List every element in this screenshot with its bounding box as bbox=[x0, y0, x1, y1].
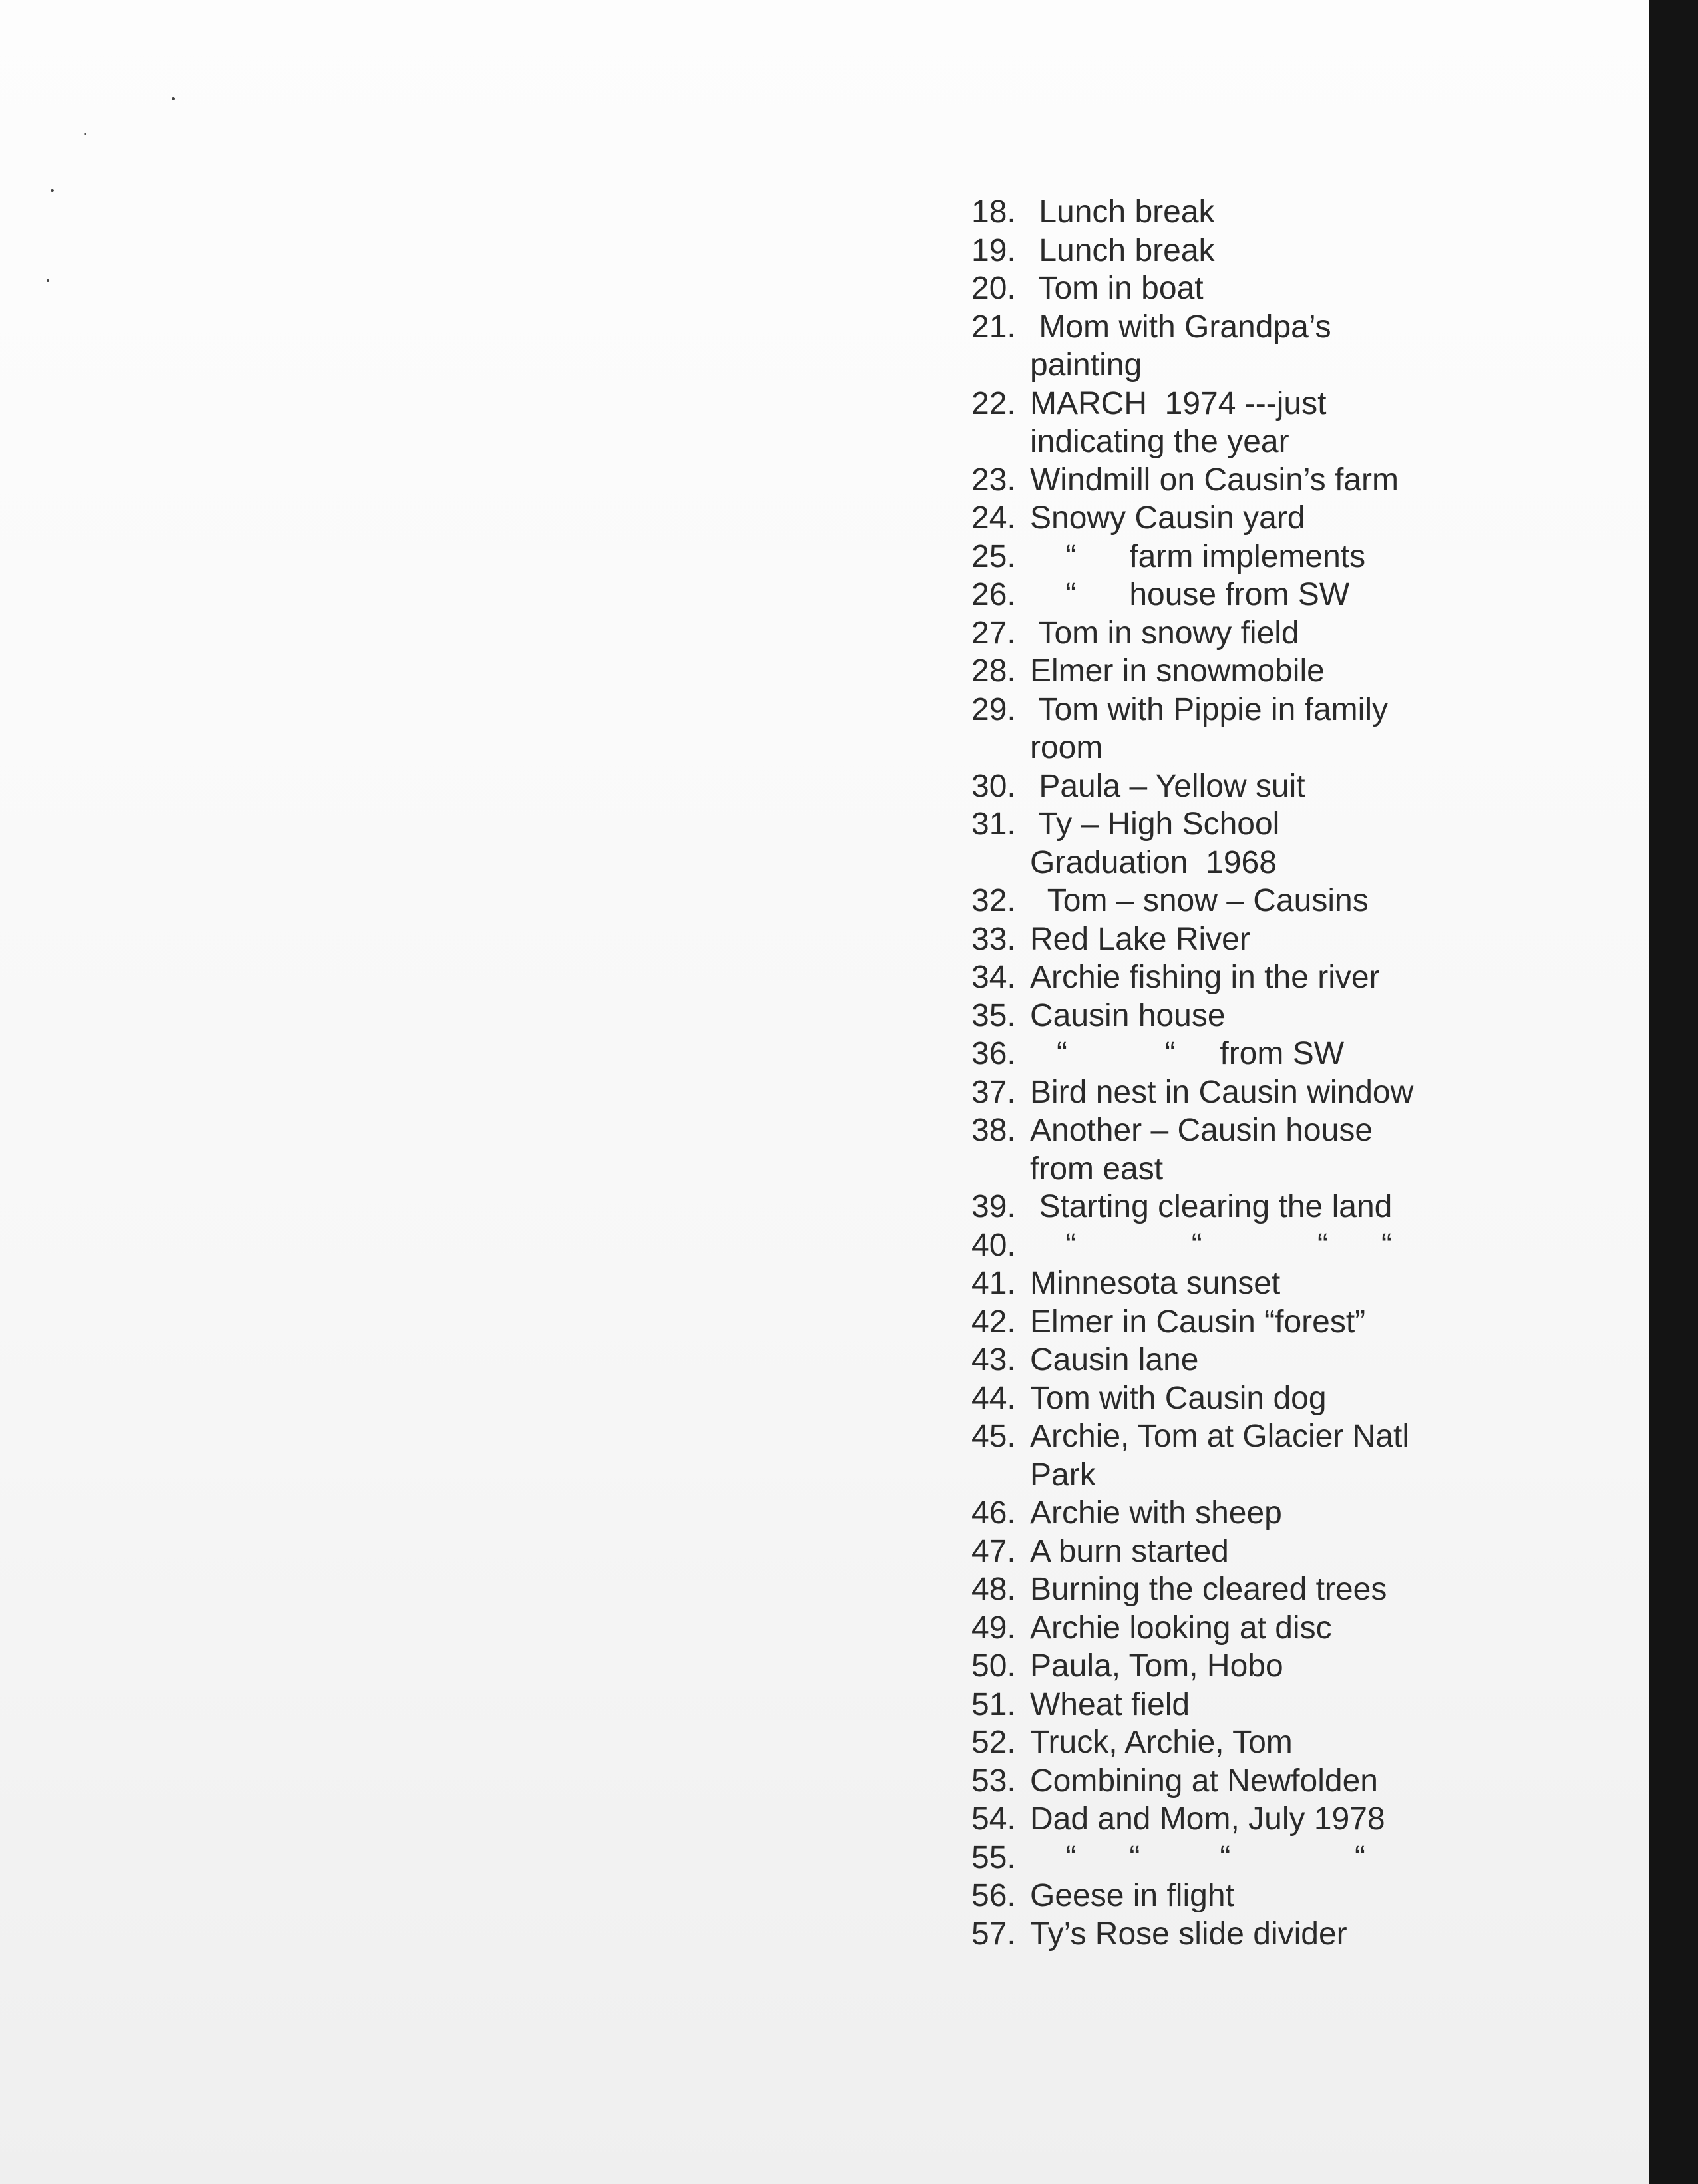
list-item bbox=[971, 308, 1610, 385]
item-number: 47. bbox=[971, 1533, 1016, 1569]
item-text-line: Lunch break bbox=[1030, 232, 1215, 268]
item-number: 48. bbox=[971, 1572, 1016, 1607]
list-item bbox=[971, 1494, 1610, 1533]
list-item bbox=[971, 1762, 1610, 1801]
item-number: 27. bbox=[971, 615, 1016, 651]
item-number: 31. bbox=[971, 807, 1016, 842]
item-number: 28. bbox=[971, 653, 1016, 689]
item-text-line: Snowy Causin yard bbox=[1030, 500, 1305, 536]
list-item bbox=[971, 538, 1610, 576]
item-number: 26. bbox=[971, 577, 1016, 612]
item-text bbox=[1030, 1341, 1199, 1379]
item-text-line: Windmill on Causin’s farm bbox=[1030, 462, 1399, 498]
list-item bbox=[971, 1264, 1610, 1303]
item-text bbox=[1030, 691, 1388, 767]
item-text bbox=[1030, 538, 1365, 576]
item-text-line: Wheat field bbox=[1030, 1686, 1190, 1722]
item-text-line: Archie, Tom at Glacier Natl bbox=[1030, 1419, 1409, 1454]
list-item bbox=[971, 652, 1610, 691]
item-text-line: Burning the cleared trees bbox=[1030, 1572, 1387, 1607]
item-text-line: Tom in boat bbox=[1030, 271, 1204, 306]
item-text bbox=[1030, 1533, 1229, 1571]
item-number: 23. bbox=[971, 462, 1016, 498]
item-text-line: Starting clearing the land bbox=[1030, 1189, 1393, 1224]
item-text bbox=[1030, 614, 1299, 653]
item-text-line: Mom with Grandpa’s bbox=[1030, 309, 1331, 345]
item-text bbox=[1030, 499, 1305, 538]
item-text-line: “ “ from SW bbox=[1030, 1036, 1345, 1071]
item-text-line: from east bbox=[1030, 1151, 1164, 1186]
item-number: 22. bbox=[971, 385, 1016, 421]
list-item bbox=[971, 1073, 1610, 1112]
item-text-line: “ house from SW bbox=[1030, 577, 1350, 612]
item-number: 39. bbox=[971, 1189, 1016, 1224]
scan-speck bbox=[172, 97, 175, 100]
item-text-line: room bbox=[1030, 730, 1103, 765]
item-text-line: Archie fishing in the river bbox=[1030, 960, 1380, 995]
item-text bbox=[1030, 997, 1226, 1035]
item-text-line: Tom with Causin dog bbox=[1030, 1380, 1327, 1416]
item-number: 55. bbox=[971, 1839, 1016, 1875]
list-item bbox=[971, 1188, 1610, 1226]
list-item bbox=[971, 1417, 1610, 1494]
item-number: 36. bbox=[971, 1036, 1016, 1071]
item-text bbox=[1030, 958, 1380, 997]
item-number: 35. bbox=[971, 998, 1016, 1033]
list-item bbox=[971, 614, 1610, 653]
list-item bbox=[971, 1915, 1610, 1954]
item-text-line: Red Lake River bbox=[1030, 921, 1250, 957]
list-item bbox=[971, 1877, 1610, 1915]
item-number: 56. bbox=[971, 1878, 1016, 1913]
item-text-line: Elmer in snowmobile bbox=[1030, 653, 1325, 689]
item-text-line: Elmer in Causin “forest” bbox=[1030, 1304, 1366, 1340]
list-item bbox=[971, 270, 1610, 308]
item-text bbox=[1030, 1494, 1282, 1533]
list-item bbox=[971, 691, 1610, 767]
item-text-line: Bird nest in Causin window bbox=[1030, 1074, 1414, 1110]
list-item bbox=[971, 1341, 1610, 1379]
item-text bbox=[1030, 767, 1305, 806]
item-text bbox=[1030, 232, 1215, 270]
list-item bbox=[971, 1533, 1610, 1571]
scan-speck bbox=[51, 189, 54, 192]
item-text bbox=[1030, 1417, 1409, 1494]
list-item bbox=[971, 958, 1610, 997]
item-number: 25. bbox=[971, 538, 1016, 574]
item-text-line: Tom in snowy field bbox=[1030, 615, 1299, 651]
item-number: 30. bbox=[971, 768, 1016, 804]
item-text bbox=[1030, 1762, 1378, 1801]
item-text-line: Another – Causin house bbox=[1030, 1113, 1373, 1148]
item-text-line: Tom – snow – Causins bbox=[1030, 883, 1369, 918]
list-item bbox=[971, 805, 1610, 882]
item-text bbox=[1030, 1570, 1387, 1609]
list-item bbox=[971, 1570, 1610, 1609]
item-text-line: Geese in flight bbox=[1030, 1878, 1234, 1913]
item-text-line: Truck, Archie, Tom bbox=[1030, 1725, 1293, 1760]
item-text bbox=[1030, 385, 1326, 461]
item-number: 45. bbox=[971, 1419, 1016, 1454]
item-number: 33. bbox=[971, 921, 1016, 957]
item-number: 32. bbox=[971, 883, 1016, 918]
item-text bbox=[1030, 1724, 1293, 1762]
item-text bbox=[1030, 576, 1349, 614]
item-number: 52. bbox=[971, 1725, 1016, 1760]
scan-speck bbox=[47, 279, 49, 282]
item-number: 51. bbox=[971, 1686, 1016, 1722]
item-number: 20. bbox=[971, 271, 1016, 306]
list-item bbox=[971, 1111, 1610, 1188]
item-text-line: “ “ “ “ bbox=[1030, 1839, 1366, 1875]
item-number: 46. bbox=[971, 1495, 1016, 1531]
item-text-line: Ty’s Rose slide divider bbox=[1030, 1916, 1347, 1952]
list-item bbox=[971, 1226, 1610, 1265]
item-text bbox=[1030, 308, 1331, 385]
item-number: 53. bbox=[971, 1763, 1016, 1799]
item-number: 42. bbox=[971, 1304, 1016, 1340]
item-text-line: Causin lane bbox=[1030, 1342, 1199, 1377]
item-text-line: Paula, Tom, Hobo bbox=[1030, 1648, 1283, 1684]
list-item bbox=[971, 920, 1610, 959]
list-item bbox=[971, 1609, 1610, 1648]
item-text-line: indicating the year bbox=[1030, 424, 1289, 459]
item-text bbox=[1030, 1877, 1234, 1915]
item-text bbox=[1030, 882, 1369, 920]
item-number: 24. bbox=[971, 500, 1016, 536]
item-text-line: “ farm implements bbox=[1030, 538, 1366, 574]
item-text bbox=[1030, 270, 1204, 308]
item-text bbox=[1030, 1035, 1344, 1073]
item-number: 21. bbox=[971, 309, 1016, 345]
item-text-line: Dad and Mom, July 1978 bbox=[1030, 1801, 1385, 1837]
item-text bbox=[1030, 1188, 1392, 1226]
item-number: 18. bbox=[971, 194, 1016, 230]
item-text bbox=[1030, 1915, 1347, 1954]
item-text-line: Minnesota sunset bbox=[1030, 1266, 1281, 1301]
item-text bbox=[1030, 1609, 1332, 1648]
list-item bbox=[971, 385, 1610, 461]
list-item bbox=[971, 499, 1610, 538]
item-number: 41. bbox=[971, 1266, 1016, 1301]
item-number: 57. bbox=[971, 1916, 1016, 1952]
list-item bbox=[971, 1379, 1610, 1418]
item-text bbox=[1030, 652, 1325, 691]
item-text bbox=[1030, 193, 1215, 232]
list-item bbox=[971, 1800, 1610, 1839]
item-number: 34. bbox=[971, 960, 1016, 995]
list-item bbox=[971, 461, 1610, 500]
item-text bbox=[1030, 1073, 1413, 1112]
item-text-line: MARCH 1974 ---just bbox=[1030, 385, 1327, 421]
item-number: 43. bbox=[971, 1342, 1016, 1377]
item-text-line: Causin house bbox=[1030, 998, 1226, 1033]
list-item bbox=[971, 997, 1610, 1035]
scan-edge bbox=[1649, 0, 1698, 2184]
item-number: 49. bbox=[971, 1610, 1016, 1646]
item-text-line: Paula – Yellow suit bbox=[1030, 768, 1305, 804]
list-item bbox=[971, 1303, 1610, 1342]
item-text-line: A burn started bbox=[1030, 1533, 1229, 1569]
list-item bbox=[971, 1839, 1610, 1877]
item-text bbox=[1030, 1111, 1373, 1188]
item-text bbox=[1030, 461, 1399, 500]
item-text bbox=[1030, 1226, 1392, 1265]
item-text bbox=[1030, 1647, 1283, 1686]
item-text bbox=[1030, 1379, 1327, 1418]
item-number: 54. bbox=[971, 1801, 1016, 1837]
item-text bbox=[1030, 1303, 1365, 1342]
list-item bbox=[971, 1035, 1610, 1073]
item-text bbox=[1030, 1686, 1190, 1724]
numbered-list bbox=[971, 193, 1610, 1953]
item-text-line: “ “ “ “ bbox=[1030, 1227, 1393, 1263]
item-text bbox=[1030, 1839, 1365, 1877]
item-text-line: Tom with Pippie in family bbox=[1030, 691, 1388, 727]
list-item bbox=[971, 232, 1610, 270]
item-text-line: Archie looking at disc bbox=[1030, 1610, 1332, 1646]
list-item bbox=[971, 767, 1610, 806]
list-item bbox=[971, 1647, 1610, 1686]
item-text-line: painting bbox=[1030, 347, 1142, 383]
list-item bbox=[971, 1724, 1610, 1762]
item-number: 40. bbox=[971, 1227, 1016, 1263]
item-text-line: Archie with sheep bbox=[1030, 1495, 1282, 1531]
item-text-line: Ty – High School bbox=[1030, 807, 1280, 842]
item-text bbox=[1030, 1264, 1280, 1303]
list-item bbox=[971, 576, 1610, 614]
item-text-line: Lunch break bbox=[1030, 194, 1215, 230]
item-number: 37. bbox=[971, 1074, 1016, 1110]
list-item bbox=[971, 193, 1610, 232]
item-text bbox=[1030, 1800, 1385, 1839]
item-text-line: Graduation 1968 bbox=[1030, 844, 1277, 880]
list-item bbox=[971, 882, 1610, 920]
item-text bbox=[1030, 805, 1279, 882]
item-number: 50. bbox=[971, 1648, 1016, 1684]
scan-speck bbox=[84, 133, 86, 135]
item-text bbox=[1030, 920, 1250, 959]
item-number: 29. bbox=[971, 691, 1016, 727]
item-text-line: Park bbox=[1030, 1457, 1096, 1493]
item-number: 19. bbox=[971, 232, 1016, 268]
item-number: 38. bbox=[971, 1113, 1016, 1148]
item-text-line: Combining at Newfolden bbox=[1030, 1763, 1378, 1799]
list-item bbox=[971, 1686, 1610, 1724]
item-number: 44. bbox=[971, 1380, 1016, 1416]
